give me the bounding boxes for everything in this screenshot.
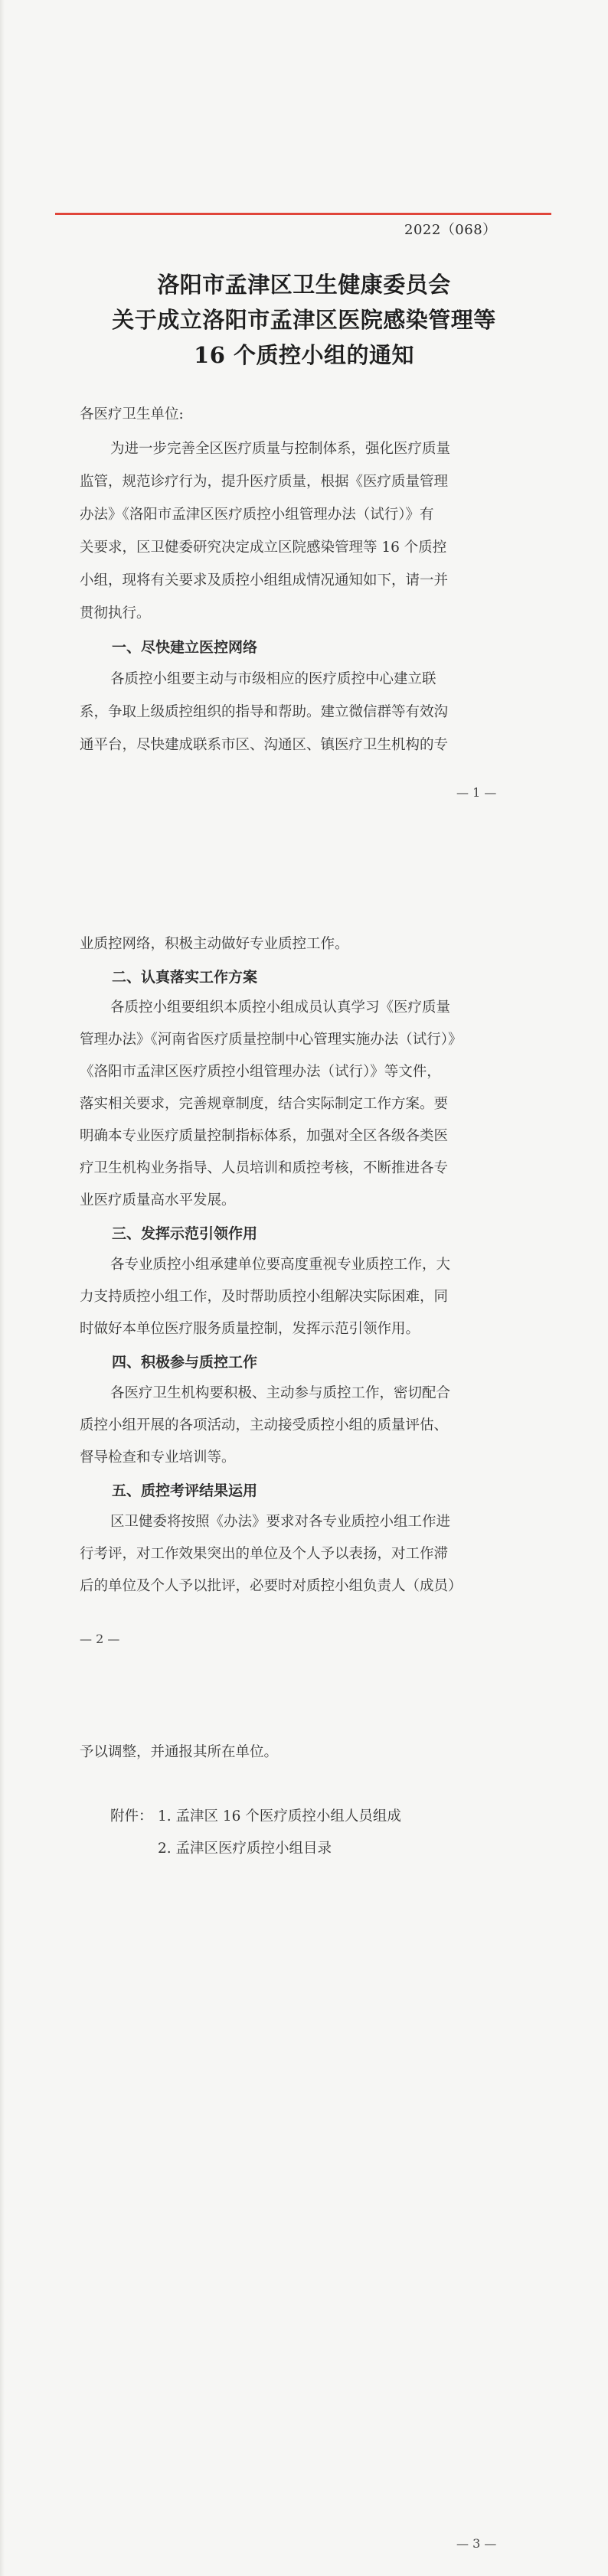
attachment-item: 1. 孟津区 16 个医疗质控小组人员组成 xyxy=(158,1808,401,1824)
section-5-heading: 五、质控考评结果运用 xyxy=(112,1482,258,1499)
section-4-line: 督导检查和专业培训等。 xyxy=(80,1449,236,1466)
section-5-line: 予以调整，并通报其所在单位。 xyxy=(80,1744,279,1760)
section-2-line: 业医疗质量高水平发展。 xyxy=(80,1192,236,1208)
intro-line: 为进一步完善全区医疗质量与控制体系，强化医疗质量 xyxy=(110,441,451,457)
section-5-line: 后的单位及个人予以批评，必要时对质控小组负责人（成员） xyxy=(80,1578,463,1594)
page-2 xyxy=(0,888,608,1714)
section-5-line: 区卫健委将按照《办法》要求对各专业质控小组工作进 xyxy=(110,1514,451,1530)
title-line-3: 16 个质控小组的通知 xyxy=(194,342,414,368)
section-4-line: 各医疗卫生机构要积极、主动参与质控工作，密切配合 xyxy=(110,1385,451,1401)
section-1-line: 各质控小组要主动与市级相应的医疗质控中心建立联 xyxy=(110,671,436,687)
title-line-2: 关于成立洛阳市孟津区医院感染管理等 xyxy=(112,307,496,333)
section-1-heading: 一、尽快建立医控网络 xyxy=(112,639,258,656)
title-line-1: 洛阳市孟津区卫生健康委员会 xyxy=(157,272,451,298)
scan-edge xyxy=(0,888,5,1714)
section-2-line: 《洛阳市孟津区医疗质控小组管理办法（试行）》等文件， xyxy=(80,1064,441,1080)
document-number: 2022（068） xyxy=(404,222,497,238)
red-header-rule xyxy=(55,213,551,215)
section-2-line: 落实相关要求，完善规章制度，结合实际制定工作方案。要 xyxy=(80,1096,449,1112)
section-4-heading: 四、积极参与质控工作 xyxy=(112,1354,258,1371)
intro-line: 贯彻执行。 xyxy=(80,605,151,621)
scan-edge xyxy=(0,1714,5,2576)
section-3-line: 时做好本单位医疗服务质量控制，发挥示范引领作用。 xyxy=(80,1321,420,1337)
section-2-line: 管理办法》《河南省医疗质量控制中心管理实施办法（试行）》 xyxy=(80,1032,463,1048)
scan-edge xyxy=(0,0,5,888)
intro-line: 办法》《洛阳市孟津区医疗质控小组管理办法（试行）》有 xyxy=(80,507,434,523)
section-2-line: 疗卫生机构业务指导、人员培训和质控考核，不断推进各专 xyxy=(80,1160,449,1176)
salutation: 各医疗卫生单位: xyxy=(80,406,184,422)
section-4-line: 质控小组开展的各项活动，主动接受质控小组的质量评估、 xyxy=(80,1417,449,1433)
section-1-line: 业质控网络，积极主动做好专业质控工作。 xyxy=(80,936,349,952)
attachments-label: 附件： xyxy=(110,1808,153,1824)
intro-line: 监管，规范诊疗行为，提升医疗质量，根据《医疗质量管理 xyxy=(80,474,449,490)
section-1-line: 通平台，尽快建成联系市区、沟通区、镇医疗卫生机构的专 xyxy=(80,737,449,753)
attachment-item: 2. 孟津区医疗质控小组目录 xyxy=(158,1841,332,1857)
section-2-line: 各质控小组要组织本质控小组成员认真学习《医疗质量 xyxy=(110,999,451,1016)
section-3-line: 各专业质控小组承建单位要高度重视专业质控工作，大 xyxy=(110,1257,451,1273)
page-1 xyxy=(0,0,608,888)
section-5-line: 行考评，对工作效果突出的单位及个人予以表扬，对工作滞 xyxy=(80,1546,449,1562)
section-2-heading: 二、认真落实工作方案 xyxy=(112,969,258,986)
page-number: — 1 — xyxy=(456,785,497,800)
section-2-line: 明确本专业医疗质量控制指标体系，加强对全区各级各类医 xyxy=(80,1128,449,1144)
page-number: — 2 — xyxy=(80,1632,120,1646)
section-3-line: 力支持质控小组工作，及时帮助质控小组解决实际困难，同 xyxy=(80,1289,449,1305)
page-3 xyxy=(0,1714,608,2576)
intro-line: 小组，现将有关要求及质控小组组成情况通知如下，请一并 xyxy=(80,572,449,589)
page-number: — 3 — xyxy=(456,2536,497,2551)
intro-line: 关要求，区卫健委研究决定成立区院感染管理等 16 个质控 xyxy=(80,540,447,556)
section-3-heading: 三、发挥示范引领作用 xyxy=(112,1225,258,1242)
section-1-line: 系，争取上级质控组织的指导和帮助。建立微信群等有效沟 xyxy=(80,704,449,720)
